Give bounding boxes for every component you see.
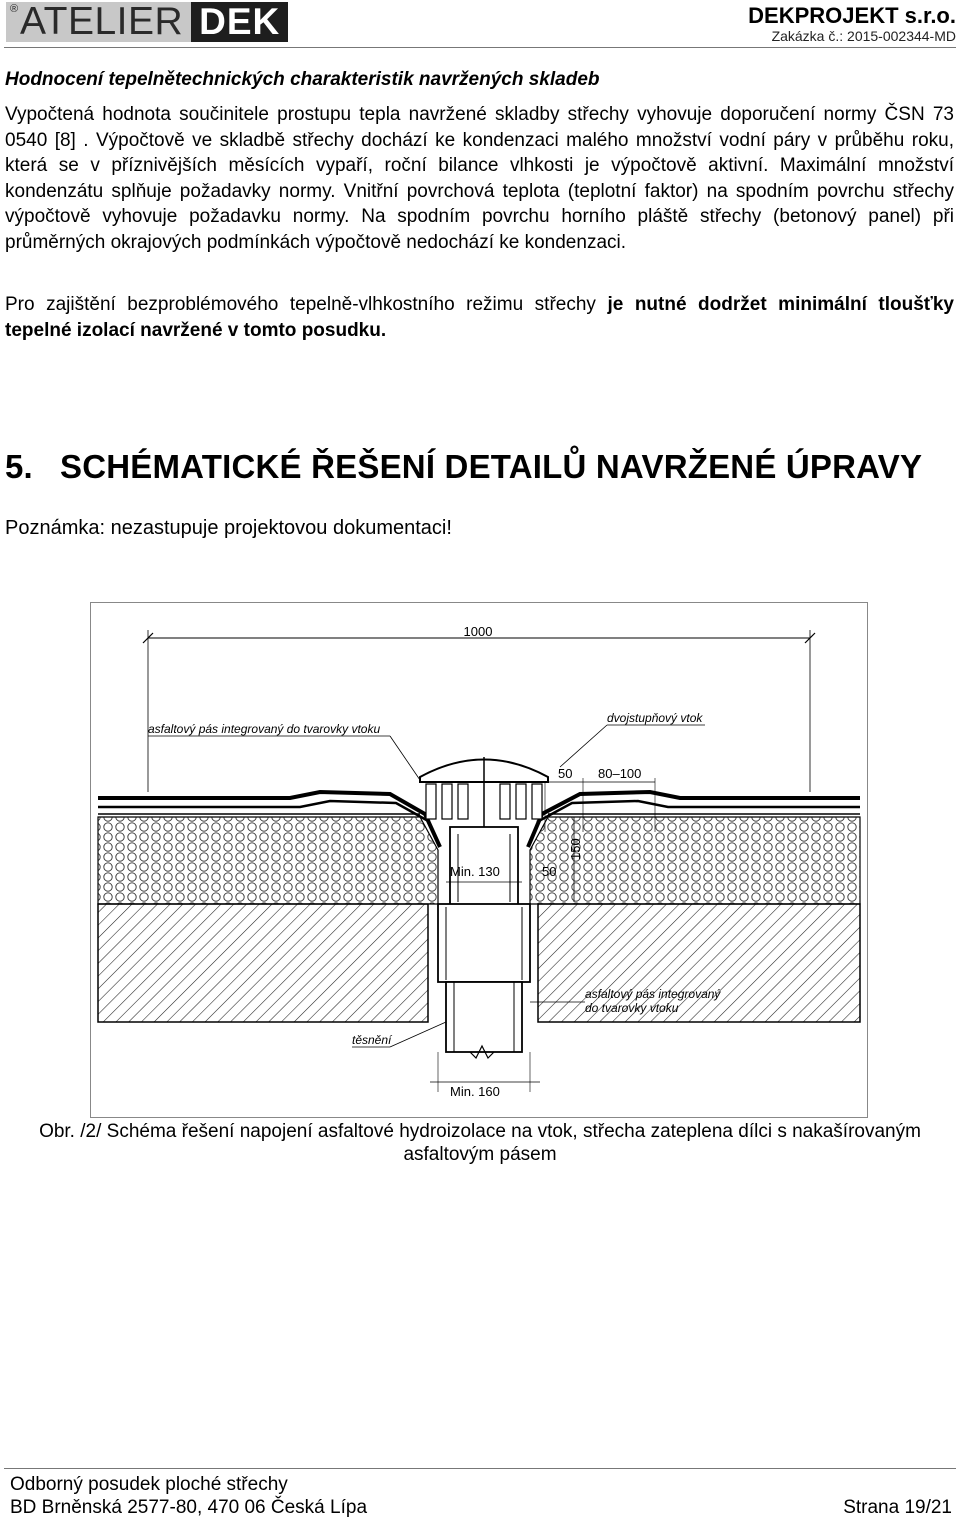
chapter-heading [5, 448, 922, 486]
chapter-title: SCHÉMATICKÉ ŘEŠENÍ DETAILŮ NAVRŽENÉ ÚPRAVY [60, 448, 923, 485]
dim-80-100-label: 80–100 [598, 766, 642, 781]
dim-50b-label: 50 [542, 864, 557, 879]
note-text: Poznámka: nezastupuje projektovou dokumentaci! [5, 517, 452, 539]
drain-pipe [446, 982, 522, 1052]
dim-150-label: 150 [568, 838, 583, 860]
paragraph-requirement [5, 292, 954, 343]
order-number: Zakázka č.: 2015-002344-MD [771, 28, 956, 44]
company-logo [6, 2, 288, 42]
figure-caption: Obr. /2/ Schéma řešení napojení asfaltové hydroizolace na vtok, střecha zateplena dílci s nakašírovaným asfaltovým pásem [39, 1121, 921, 1165]
dim-min160-label: Min. 160 [450, 1084, 500, 1099]
paragraph-assessment: Vypočtená hodnota součinitele prostupu tepla navržené skladby střechy vyhovuje doporučení normy ČSN 73 0540 [8] . Výpočtově ve skladbě střechy dochází ke kondenzaci malého množství vodní páry v průběhu roku, která se v příznivějších měsících vypaří, roční bilance vlhkosti je výpočtově aktivní. Maximální množství kondenzátu splňuje požadavky normy. Vnitřní povrchová teplota (teplotní faktor) na spodním povrchu střechy výpočtově vyhovuje požadavku normy. Na spodním povrchu horního pláště střechy (betonový panel) při průměrných okrajových podmínkách výpočtově nedochází ke kondenzaci. [5, 104, 954, 253]
footer-divider [4, 1468, 956, 1469]
logo-dek: DEK [191, 2, 288, 42]
header-company-block [748, 4, 956, 45]
dim-min130-label: Min. 130 [450, 864, 500, 879]
chapter-number: 5. [5, 448, 33, 485]
footer-page-number: Strana 19/21 [843, 1497, 952, 1518]
label-seal: těsnění [352, 1033, 392, 1047]
dim-1000-label: 1000 [463, 624, 493, 639]
label-bitumen-strip: asfaltový pás integrovaný do tvarovky vtoku [148, 722, 381, 736]
label-bitumen-strip-2-line2: do tvarovky vtoku [585, 1001, 679, 1015]
drain-detail-drawing [90, 602, 868, 1118]
company-name: DEKPROJEKT s.r.o. [748, 3, 956, 28]
dim-50-label: 50 [558, 766, 573, 781]
paragraph-requirement-emphasis: je nutné dodržet minimální tloušťky tepelné izolací navržené v tomto posudku. [5, 294, 954, 341]
logo-registered-mark: ® [10, 3, 19, 15]
logo-atelier [6, 2, 191, 42]
paragraph-requirement-text: Pro zajištění bezproblémového tepelně-vlhkostního režimu střechy [5, 294, 608, 315]
label-bitumen-strip-2-line1: asfaltový pás integrovaný [585, 987, 721, 1001]
footer-address: BD Brněnská 2577-80, 470 06 Česká Lípa [10, 1497, 368, 1518]
footer-document-title: Odborný posudek ploché střechy [10, 1474, 288, 1495]
label-two-stage-drain: dvojstupňový vtok [607, 711, 703, 725]
insulation-left [98, 817, 438, 904]
logo-atelier-text: ATELIER [20, 0, 184, 43]
header-divider [4, 47, 956, 48]
drain-lower-body [438, 904, 530, 982]
concrete-panel-left [98, 904, 428, 1022]
section-title: Hodnocení tepelnětechnických charakteristik navržených skladeb [5, 69, 600, 90]
drain-detail-figure [90, 602, 868, 1118]
